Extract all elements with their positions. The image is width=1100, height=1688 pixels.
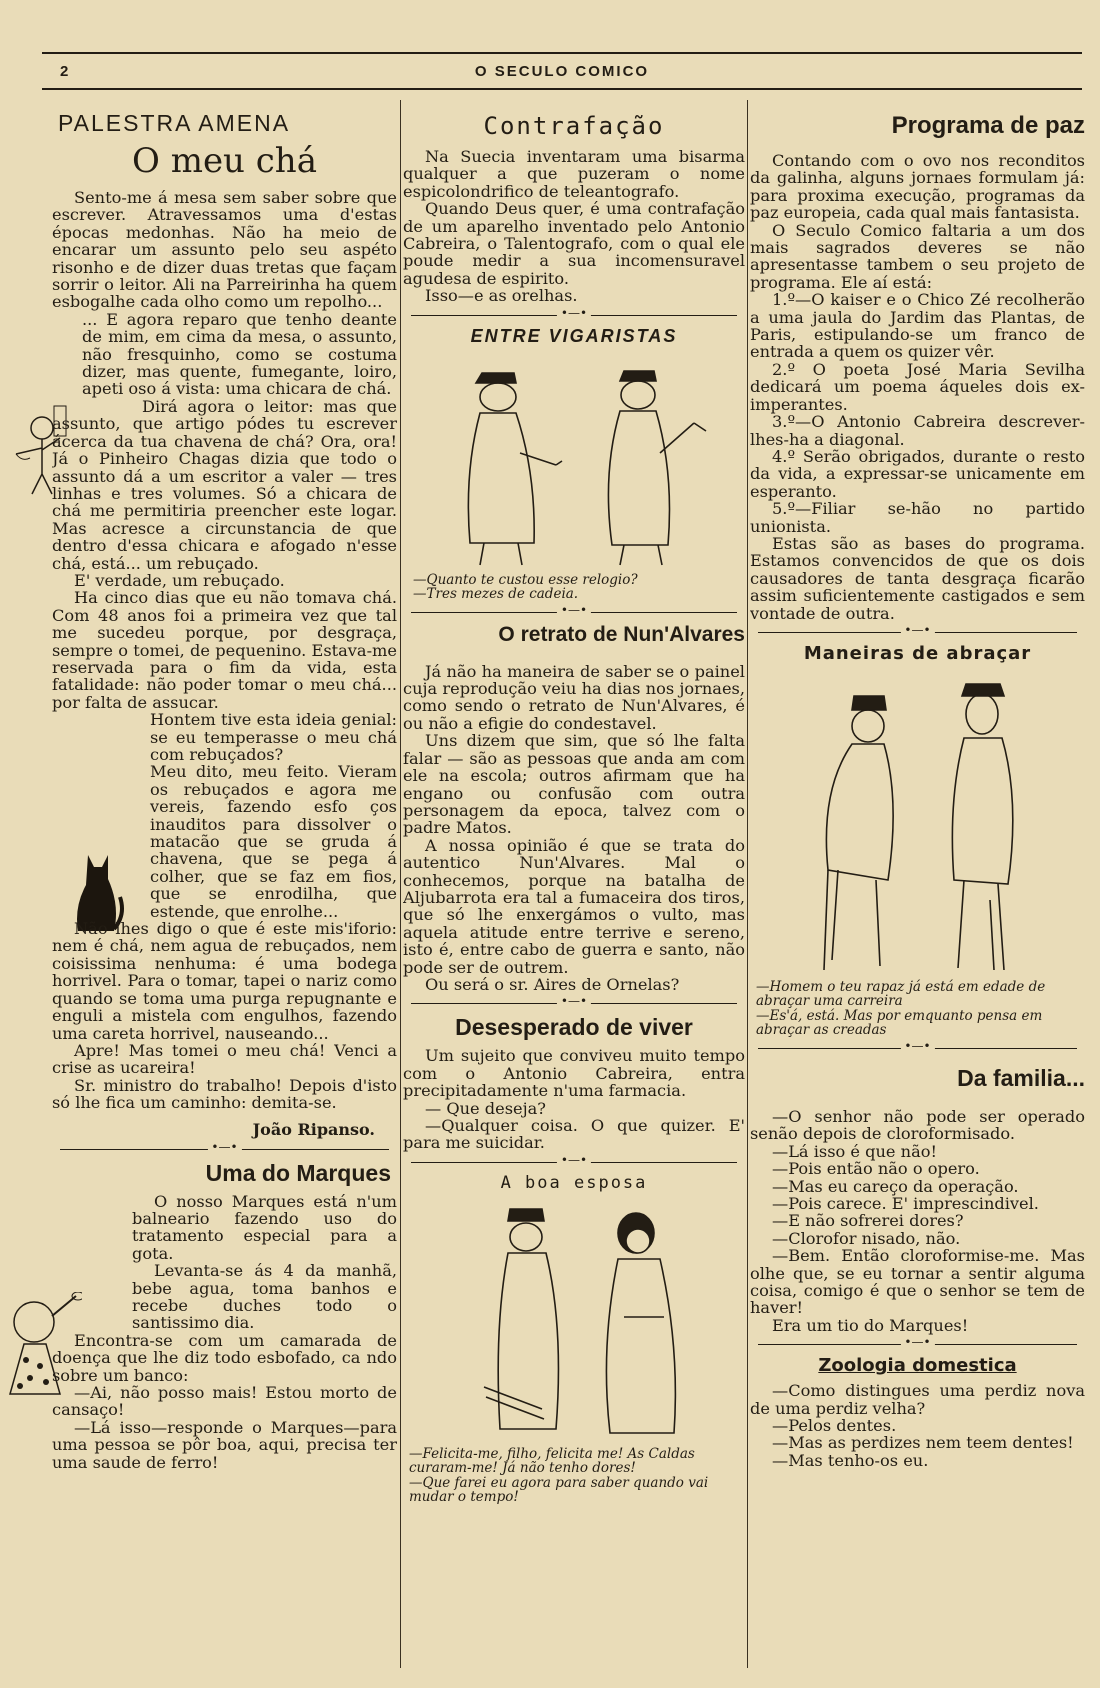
cartoon-two-men-illustration xyxy=(424,353,724,573)
paragraph: —Lá isso é que não! xyxy=(772,1141,937,1161)
paragraph: Um sujeito que conviveu muito tempo com o Antonio Cabreira, entra precipitadamente n'uma farmacia. xyxy=(403,1046,745,1101)
paragraph: 5.º—Filiar se-hão no partido unionista. xyxy=(750,499,1085,536)
paragraph: Sr. ministro do trabalho! Depois d'isto só lhe fica um caminho: demita-se. xyxy=(52,1075,397,1113)
article-title: Desesperado de viver xyxy=(455,1014,693,1041)
separator xyxy=(411,1162,737,1163)
paragraph: —Clorofor nisado, não. xyxy=(772,1228,961,1248)
paragraph: —Mas tenho-os eu. xyxy=(772,1450,929,1470)
paragraph: Contando com o ovo nos reconditos da galinha, alguns jornaes formulam já: para proxima execução, programas da paz europeia, cada qual mais fantasista. xyxy=(750,151,1085,223)
paragraph: — Que deseja? xyxy=(425,1098,546,1118)
article-title: O meu chá xyxy=(132,141,317,181)
paragraph: Estas são as bases do programa. Estamos convencidos de que os dois causadores de tanta desgraça ficarão assim suficientemente castigados e sem vontade de outra. xyxy=(750,533,1085,623)
separator xyxy=(758,1344,1077,1345)
paragraph: —O senhor não pode ser operado senão depois de cloroformisado. xyxy=(750,1106,1085,1144)
separator xyxy=(411,612,737,613)
column-divider xyxy=(747,100,748,1668)
paragraph: Ha cinco dias que eu não tomava chá. Com 48 anos foi a primeira vez que tal me sucedeu porque, por desgraça, sempre o tomei, de pequenino. Estava-me reservada para o fim da vida, esta fatalidade: não poder tomar o meu chá... por falta de assucar. xyxy=(52,588,397,712)
cartoon-caption: —Es'á, está. Mas por emquanto pensa em abraçar as creadas xyxy=(756,1007,1043,1039)
paragraph: Apre! Mas tomei o meu chá! Venci a crise as ucareira! xyxy=(52,1040,397,1078)
paragraph: —Mas eu careço da operação. xyxy=(772,1176,1019,1196)
page-number: 2 xyxy=(60,62,71,80)
paragraph: Era um tio do Marques! xyxy=(772,1315,969,1335)
signature: João Ripanso. xyxy=(252,1119,375,1139)
paragraph: —Bem. Então cloroformise-me. Mas olhe que, se eu tornar a sentir alguma coisa, comigo é que o senhor se tem de haver! xyxy=(750,1246,1085,1318)
paragraph: Não lhes digo o que é este mis'iforio: nem é chá, nem agua de rebuçados, nem coisissima nenhuma: é uma bodega horrivel. Para o tomar, tapei o nariz como quando se toma uma purga repugnante e enguli a mistela com engulhos, fazendo uma careta horrivel, nauseando... xyxy=(52,919,397,1043)
cartoon-title: ENTRE VIGARISTAS xyxy=(470,325,678,346)
article-title: Programa de paz xyxy=(891,112,1085,139)
paragraph: ... E agora reparo que tenho deante de mim, em cima da mesa, o assunto, não fresquinho, como se costuma dizer, mas quente, fumegante, loiro, apeti oso á vista: uma chicara de chá. xyxy=(82,309,397,399)
paragraph: 1.º—O kaiser e o Chico Zé recolherão a uma jaula do Jardim das Plantas, de Paris, estipulando-se um franco de entrada a quem os quizer vêr. xyxy=(750,290,1085,362)
column-divider xyxy=(400,100,401,1668)
separator xyxy=(758,632,1077,633)
cartoon-caption: —Quanto te custou esse relogio? xyxy=(413,571,638,588)
cartoon-couple-illustration xyxy=(424,1197,724,1447)
paragraph: Meu dito, meu feito. Vieram os rebuçados e agora me vereis, fazendo esfo ços inauditos para dissolver o matacão que se gruda á chavena, que se pega á colher, que se faz em fios, que se enrodilha, que estende, que enrolhe... xyxy=(150,762,397,921)
paragraph: Uns dizem que sim, que só lhe falta falar — são as pessoas que anda am com ele na escola; outros afirmam que ha engano ou confusão com outra personagem da epoca, talvez com o padre Matos. xyxy=(403,731,745,838)
paragraph: —Pois carece. E' imprescindivel. xyxy=(772,1194,1039,1213)
column-3 xyxy=(750,100,1085,1668)
article-title: Maneiras de abraçar xyxy=(803,642,1032,664)
paragraph: —Ai, não posso mais! Estou morto de cansaço! xyxy=(52,1383,397,1420)
masthead xyxy=(42,52,1082,90)
paragraph: 3.º—O Antonio Cabreira descrever-lhes-ha a diagonal. xyxy=(750,412,1085,449)
article-title: O retrato de Nun'Alvares xyxy=(498,622,745,646)
cartoon-caption: —Felicita-me, filho, felicita me! As Caldas curaram-me! Já não tenho dores! xyxy=(409,1445,695,1477)
paragraph: Ou será o sr. Aires de Ornelas? xyxy=(425,974,680,994)
article-title: Zoologia domestica xyxy=(818,1355,1017,1377)
column-1 xyxy=(52,100,397,1668)
cartoon-two-gentlemen-illustration xyxy=(768,670,1068,980)
paragraph: —Qualquer coisa. O que quizer. E' para me suicidar. xyxy=(403,1116,745,1153)
paragraph: Hontem tive esta ideia genial: se eu temperasse o meu chá com rebuçados? xyxy=(150,710,397,764)
section-label: PALESTRA AMENA xyxy=(58,110,291,136)
paragraph: Isso—e as orelhas. xyxy=(425,286,578,306)
paragraph: —Lá isso—responde o Marques—para uma pessoa se pôr boa, aqui, precisa ter uma saude de ferro! xyxy=(52,1417,397,1472)
article-title: Uma do Marques xyxy=(205,1159,391,1186)
newspaper-title: O SECULO COMICO xyxy=(474,62,650,80)
column-2 xyxy=(403,100,745,1668)
cartoon-caption: —Que farei eu agora para saber quando vai mudar o tempo! xyxy=(409,1474,709,1506)
paragraph: 2.º O poeta José Maria Sevilha dedicará um poema áqueles dois ex-imperantes. xyxy=(750,359,1085,414)
paragraph: O nosso Marques está n'um balneario fazendo uso do tratamento especial para a gota. xyxy=(132,1191,397,1263)
paragraph: Quando Deus quer, é uma contrafação de um aparelho inventado pelo Antonio Cabreira, o Talentografo, com o qual ele poude medir a sua incomensuravel agudesa de espirito. xyxy=(403,199,745,288)
paragraph: O Seculo Comico faltaria a um dos mais sagrados deveres se não apresentasse tambem o seu projeto de programa. Ele aí está: xyxy=(750,220,1085,292)
separator xyxy=(411,315,737,316)
paragraph: Levanta-se ás 4 da manhã, bebe agua, toma banhos e recebe duches todo o santissimo dia. xyxy=(132,1261,397,1333)
paragraph: Já não ha maneira de saber se o painel cuja reprodução veiu ha dias nos jornaes, como sendo o retrato de Nun'Alvares, é ou não a efigie do condestavel. xyxy=(403,661,745,733)
paragraph: 4.º Serão obrigados, durante o resto da vida, a expressar-se unicamente em esperanto. xyxy=(750,446,1085,501)
cartoon-caption: —Homem o teu rapaz já está em edade de abraçar uma carreira xyxy=(756,978,1046,1010)
paragraph: —Pelos dentes. xyxy=(772,1416,897,1436)
paragraph: Na Suecia inventaram uma bisarma qualquer a que puzeram o nome espicolondrifico de teleantografo. xyxy=(403,147,745,201)
paragraph: —Mas as perdizes nem teem dentes! xyxy=(772,1433,1074,1453)
paragraph: —Como distingues uma perdiz nova de uma perdiz velha? xyxy=(750,1381,1085,1418)
paragraph: E' verdade, um rebuçado. xyxy=(74,570,285,590)
paragraph: Sento-me á mesa sem saber sobre que escrever. Atravessamos uma d'estas épocas medonhas. Não ha meio de encarar um assunto pelo seu aspéto risonho e de dizer duas tretas que façam sorrir o leitor. Ali na Parreirinha ha quem esbogalhe cada olho como um repolho... xyxy=(52,188,397,312)
article-title: Contrafação xyxy=(483,112,665,140)
paragraph: —E não sofrerei dores? xyxy=(772,1211,964,1231)
separator xyxy=(758,1048,1077,1049)
separator xyxy=(411,1003,737,1004)
cartoon-title: A boa esposa xyxy=(500,1172,648,1193)
paragraph: —Pois então não o opero. xyxy=(772,1159,980,1179)
separator xyxy=(60,1149,389,1150)
paragraph: A nossa opinião é que se trata do autentico Nun'Alvares. Mal o conhecemos, porque na batalha de Aljubarrota era tal a fumaceira dos tiros, que só lhe enxergámos o vulto, mas aquela atitude entre terrive e sereno, isto é, entre cabo de guerra e santo, não pode ser de outrem. xyxy=(403,835,745,977)
paragraph: Dirá agora o leitor: mas que assunto, que artigo pódes tu escrever ácerca da tua chavena de chá? Ora, ora! Já o Pinheiro Chagas dizia que todo o assunto dá a um escritor a valer — tres linhas e tres volumes. Só a chicara de chá me permitiria preencher este logar. Mas acresce a circunstancia de que dentro d'essa chicara e afogado n'esse chá, está... um rebuçado. xyxy=(52,396,397,573)
article-title: Da familia... xyxy=(957,1064,1085,1091)
cartoon-caption: —Tres mezes de cadeia. xyxy=(413,586,579,603)
paragraph: Encontra-se com um camarada de doença que lhe diz todo esbofado, ca ndo sobre um banco: xyxy=(52,1330,397,1385)
